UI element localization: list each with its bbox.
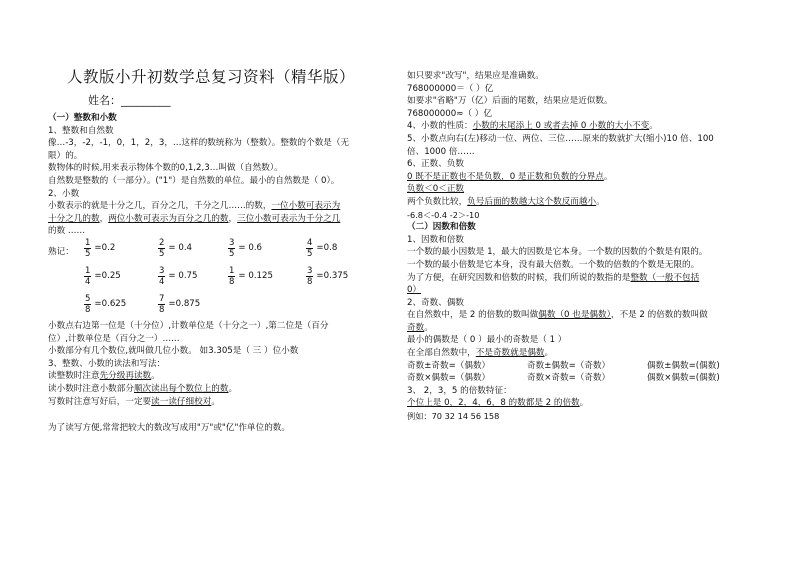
numerator: 1 [85,237,91,248]
text-line: 一个数的最小倍数是它本身，没有最大倍数。一个数的倍数的个数是无限的。 [407,259,700,270]
text-line [407,309,767,322]
section-heading-integers-decimals: （一）整数和小数 [48,113,117,123]
left-column [48,112,398,435]
denominator: 8 [307,276,313,287]
underlined-text: 不是奇数就是偶数 [475,348,545,359]
underlined-text: 两位小数可表示为百分之几的数 [108,213,229,224]
decimal-value: =0.625 [94,299,127,310]
op-cell: 奇数×奇数=（奇数） [527,373,611,384]
text-line: 数物体的时候,用来表示物体个数的0,1,2,3…叫做（自然数）。 [48,163,283,174]
subheading-odd-even: 2、奇数、偶数 [407,297,465,308]
text-line: 的数 …… [48,226,86,237]
text-line: 6、正数、负数 [407,159,465,170]
fraction-entry [306,266,348,287]
underlined-text: 一位小数可表示为 [271,201,341,212]
fraction-entry [306,238,337,259]
name-field-label [88,92,171,108]
numerator: 3 [307,265,313,276]
text-span: 4、小数的性质： [407,121,473,132]
text-span: ，不是 2 的倍数的数叫做 [610,310,708,321]
op-cell: 奇数±奇数=（偶数） [407,360,491,371]
underlined-text: 读一读仔细校对 [151,396,212,407]
fraction-entry [158,294,200,315]
text-span: 为了方便，在研究因数和倍数的时候，我们所说的数指的是 [407,272,631,283]
text-span: 小数表示的就是十分之几，百分之几，千分之几……的数， [48,201,272,212]
text-span: ， [99,213,109,224]
denominator: 8 [229,276,235,287]
numerator: 3 [229,237,235,248]
fraction [306,266,313,287]
text-line [407,322,767,335]
text-line: 倍、1000 倍…… [407,146,475,157]
text-line: 小数部分有几个数位,就叫做几位小数。 如3.305是（ 三 ）位小数 [48,346,299,357]
text-line: 最小的偶数是（ 0 ）最小的奇数是（ 1 ） [407,335,567,346]
underlined-text: 0） [407,285,422,296]
denominator: 4 [85,276,91,287]
text-line [407,397,767,410]
fraction-entry [228,266,273,287]
fraction [84,238,91,259]
decimal-value: =0.8 [316,243,338,254]
fraction-entry [158,266,198,287]
text-span: 。 [228,383,238,394]
fraction-entry [228,238,262,259]
denominator: 4 [159,276,165,287]
underlined-text: 小数的末尾添上 0 或者去掉 0 小数的大小不变 [472,121,650,132]
denominator: 5 [229,248,235,259]
text-span: 。 [596,196,605,207]
text-line: 自然数是整数的（一部分）。("1"）是自然数的单位。最小的自然数是（ 0）。 [48,175,340,186]
underlined-text: 偶数（0 也是偶数） [538,310,611,321]
text-line: 5、小数点向右(左)移动一位、两位、三位……原来的数就扩大(缩小)10 倍、100 [407,133,714,144]
decimal-value: =0.375 [316,271,349,282]
underlined-text: 负数＜0＜正数 [407,184,465,195]
text-span: 。 [151,371,160,382]
subheading-decimals: 2、小数 [48,188,80,199]
numerator: 1 [229,265,235,276]
decimal-value: = 0.6 [238,243,263,254]
text-span: 在自然数中，是 2 的倍数的数叫做 [407,310,539,321]
numerator: 1 [85,265,91,276]
numerator: 2 [159,237,165,248]
underlined-text: 0 既不是正数也不是负数，0 是正数和负数的分界点 [407,171,604,182]
decimal-value: = 0.125 [238,271,273,282]
denominator: 5 [159,248,165,259]
subheading-integers-natural: 1、整数和自然数 [48,125,114,136]
right-column [407,70,767,423]
text-line [48,370,398,383]
text-line: 768000000＝（ ）亿 [407,83,494,94]
ops-row [407,372,767,385]
text-span: 在全部自然数中， [407,348,476,359]
denominator: 8 [85,304,91,315]
name-label: 姓名： [88,94,121,107]
underlined-text: 个位上是 0，2，4，6，8 的数都是 2 的倍数 [407,398,580,409]
denominator: 5 [307,248,313,259]
text-line [407,284,767,297]
fraction [158,294,165,315]
text-line: 位）,计数单位是（百分之一）…… [48,333,180,344]
text-span: 读整数时注意 [48,371,100,382]
text-line: 限）的。 [48,150,83,161]
section-heading-factors-multiples: （二）因数和倍数 [407,222,476,233]
text-line: 一个数的最小因数是 1，最大的因数是它本身。一个数的因数的个数是有限的。 [407,247,708,258]
text-line: -6.8＜-0.4 -2＞-10 [407,209,480,220]
document-page [40,60,770,500]
memorize-label: 熟记： [48,246,74,257]
fraction [84,294,91,315]
text-line [407,196,767,209]
text-line: 如只要求"改写"，结果应是准确数。 [407,71,544,81]
text-line [407,171,767,184]
text-span: ， [228,213,238,224]
denominator: 8 [159,304,165,315]
fraction-entry [84,238,115,259]
decimal-value: =0.875 [168,299,201,310]
text-span: 写数时注意写好后，一定要 [48,396,152,407]
text-span: 。 [211,396,220,407]
text-line [48,396,398,409]
text-line: 像…-3，-2，-1，0，1，2，3，…这样的数统称为（整数）。整数的个数是（无 [48,138,350,149]
subheading-factors: 1、因数和倍数 [407,234,465,245]
text-line [48,213,398,226]
text-line [48,383,398,396]
name-blank: _________ [121,94,171,107]
fraction [306,238,313,259]
text-line: 为了读写方便,常常把较大的数改写成用"万"或"亿"作单位的数。 [48,423,290,434]
subheading-read-write: 3、整数、小数的读法和写法： [48,358,166,369]
fraction [158,238,165,259]
op-cell: 偶数±偶数=(偶数) [647,360,720,371]
document-title: 人教版小升初数学总复习资料（精华版） [67,68,356,86]
fraction-table [48,238,398,320]
ops-row [407,360,767,373]
text-span: 。 [544,348,554,359]
text-line: 如要求"省略"万（亿）后面的尾数，结果应是近似数。 [407,96,613,107]
fraction [158,266,165,287]
decimal-value: = 0.4 [168,243,193,254]
denominator: 5 [85,248,91,259]
fraction-entry [84,266,121,287]
text-span: 两个负数比较， [407,196,468,207]
text-line: 768000000≈（ ）亿 [407,108,492,119]
text-span: 。 [579,398,589,409]
underlined-text: 三位小数可表示为千分之几 [237,213,341,224]
numerator: 7 [159,293,165,304]
text-span: 。 [424,322,433,333]
fraction [228,266,235,287]
text-line [407,120,767,133]
numerator: 4 [307,237,313,248]
underlined-text: 十分之几的数 [48,213,100,224]
fraction [228,238,235,259]
text-line [407,347,767,360]
op-cell: 奇数×偶数=（偶数） [407,373,491,384]
op-cell: 偶数×偶数=(偶数) [647,373,720,384]
underlined-text: 负号后面的数越大这个数反而越小 [467,196,597,207]
text-line [48,200,398,213]
numerator: 3 [159,265,165,276]
underlined-text: 顺次读出每个数位上的数 [133,383,229,394]
decimal-value: = 0.75 [168,271,198,282]
underlined-text: 先分级再读数 [99,371,152,382]
numerator: 5 [85,293,91,304]
text-span: 。 [649,121,658,132]
text-line [407,183,767,196]
fraction [84,266,91,287]
decimal-value: =0.2 [94,243,116,254]
fraction-entry [158,238,192,259]
subheading-multiples-235: 3、 2，3，5 的倍数特征： [407,385,512,396]
text-span: 读小数时注意小数部分 [48,383,134,394]
underlined-text: 整数（一般不包括 [630,272,700,283]
op-cell: 奇数±偶数=（奇数） [527,360,611,371]
text-span: 。 [603,171,613,182]
text-line [407,272,767,285]
underlined-text: 奇数 [407,322,425,333]
text-line: 例如：70 32 14 56 158 [407,411,500,422]
fraction-entry [84,294,126,315]
text-line: 小数点右边第一位是（十分位）,计数单位是（十分之一）,第二位是（百分 [48,320,329,331]
decimal-value: =0.25 [94,271,121,282]
